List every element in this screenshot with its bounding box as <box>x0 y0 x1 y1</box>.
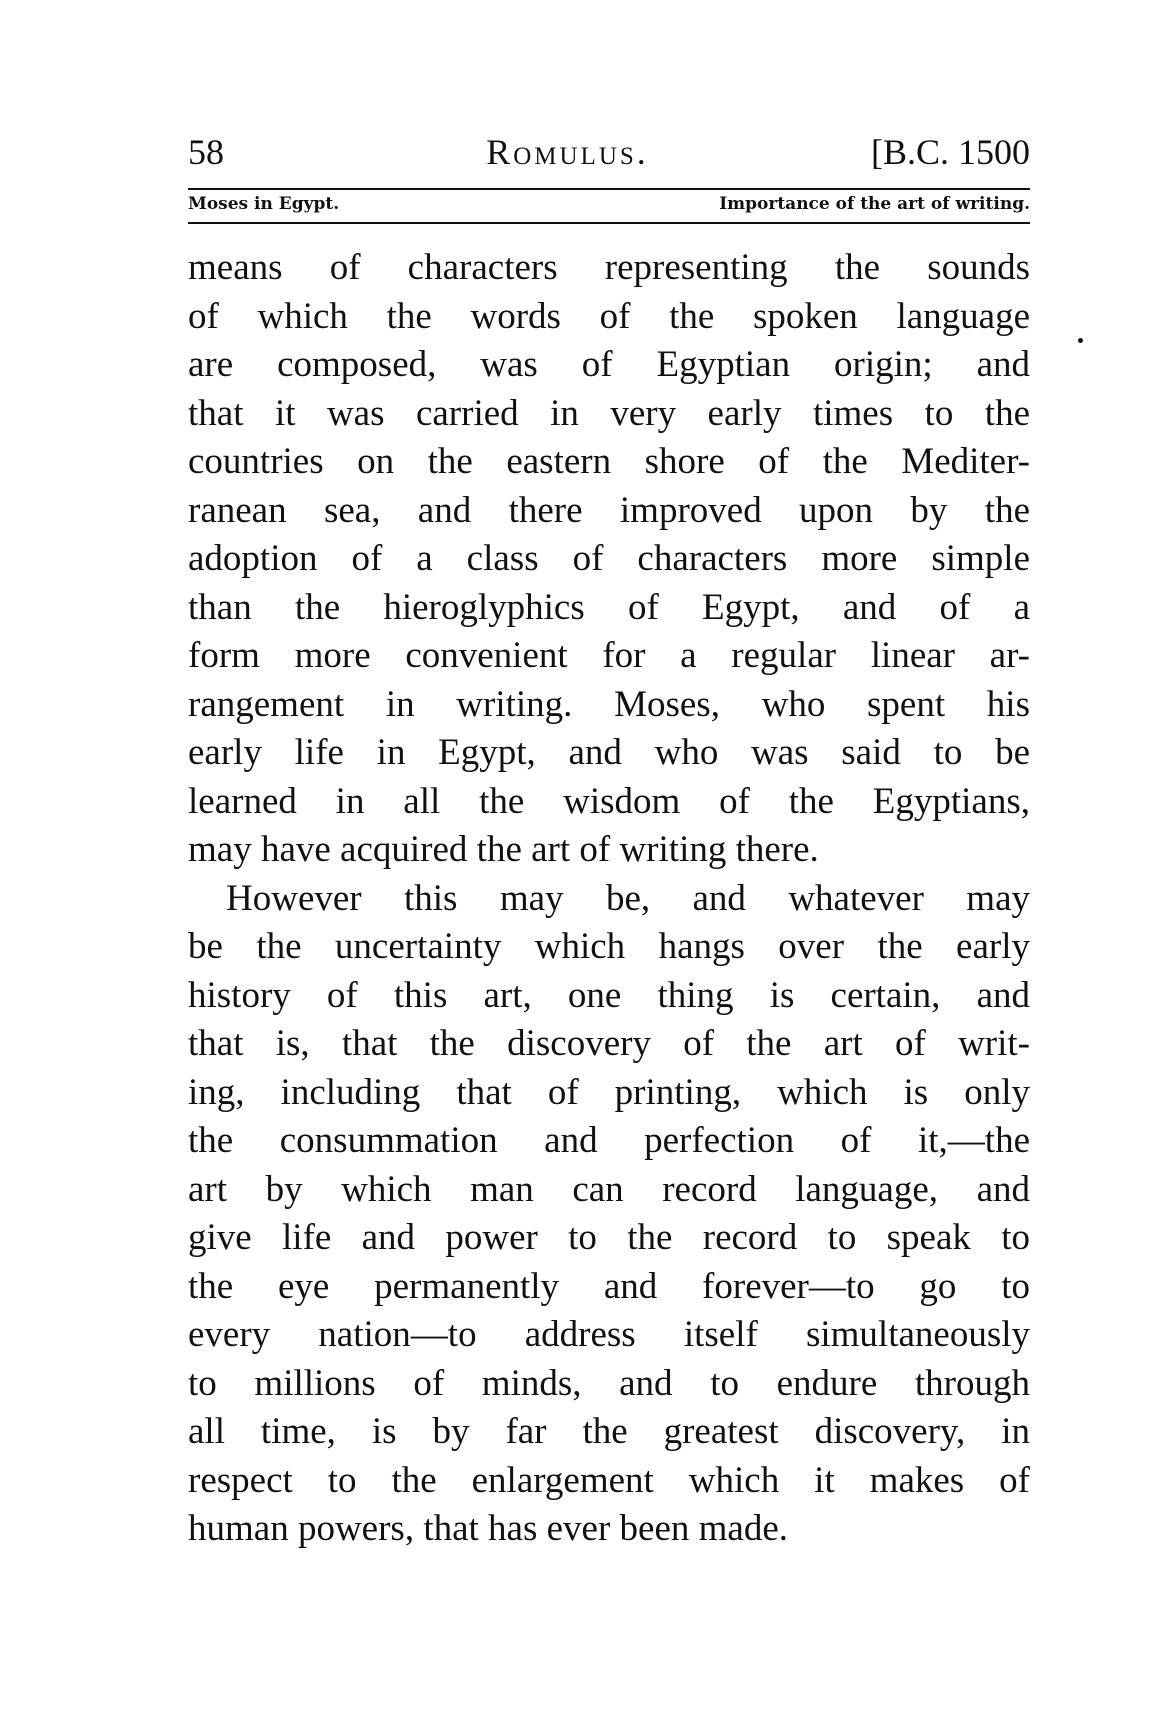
text-line: learned in all the wisdom of the Egyptians, <box>188 780 1030 822</box>
paragraph-1 <box>188 244 1030 875</box>
paragraph-2 <box>188 875 1030 1554</box>
text-line: ing, including that of printing, which is only <box>188 1071 1030 1113</box>
text-line: the eye permanently and forever—to go to <box>188 1265 1030 1307</box>
text-line: all time, is by far the greatest discovery, in <box>188 1411 1030 1452</box>
book-page <box>188 130 1030 1554</box>
sidenote-left: Moses in Egypt. <box>188 194 340 214</box>
text-line: adoption of a class of characters more simple <box>188 538 1030 579</box>
text-line: be the uncertainty which hangs over the early <box>188 926 1030 967</box>
running-head <box>188 130 1030 174</box>
text-line: ranean sea, and there improved upon by the <box>188 489 1030 531</box>
text-line: art by which man can record language, and <box>188 1168 1030 1210</box>
text-line: may have acquired the art of writing there. <box>188 829 819 870</box>
text-line: are composed, was of Egyptian origin; and <box>188 344 1030 385</box>
text-line: give life and power to the record to speak to <box>188 1217 1030 1258</box>
running-date: [B.C. 1500 <box>870 132 1030 172</box>
text-line: respect to the enlargement which it makes of <box>188 1459 1030 1501</box>
text-line: that is, that the discovery of the art of writ- <box>188 1023 1030 1064</box>
text-line: that it was carried in very early times to the <box>188 392 1030 434</box>
text-line: However this may be, and whatever may <box>226 877 1030 919</box>
text-line: the consummation and perfection of it,—the <box>188 1120 1030 1161</box>
text-line: form more convenient for a regular linear ar- <box>188 635 1030 676</box>
text-line: history of this art, one thing is certain, and <box>188 974 1030 1016</box>
margin-dot <box>1078 338 1083 343</box>
text-line: every nation—to address itself simultaneously <box>188 1314 1030 1355</box>
text-line: to millions of minds, and to endure through <box>188 1362 1030 1404</box>
page-number: 58 <box>188 132 224 172</box>
text-line: rangement in writing. Moses, who spent his <box>188 683 1030 725</box>
body-text <box>188 244 1030 1554</box>
text-line: countries on the eastern shore of the Mediter- <box>188 441 1030 482</box>
running-title: Romulus. <box>486 132 649 172</box>
sidenote-right: Importance of the art of writing. <box>719 194 1030 214</box>
text-line: means of characters representing the sounds <box>188 247 1030 288</box>
text-line: early life in Egypt, and who was said to be <box>188 732 1030 773</box>
header-rule-bottom <box>188 222 1030 224</box>
text-line: than the hieroglyphics of Egypt, and of a <box>188 586 1030 628</box>
text-line: of which the words of the spoken language <box>188 295 1030 337</box>
sidenote-bar <box>188 190 1030 222</box>
text-line: human powers, that has ever been made. <box>188 1508 789 1549</box>
